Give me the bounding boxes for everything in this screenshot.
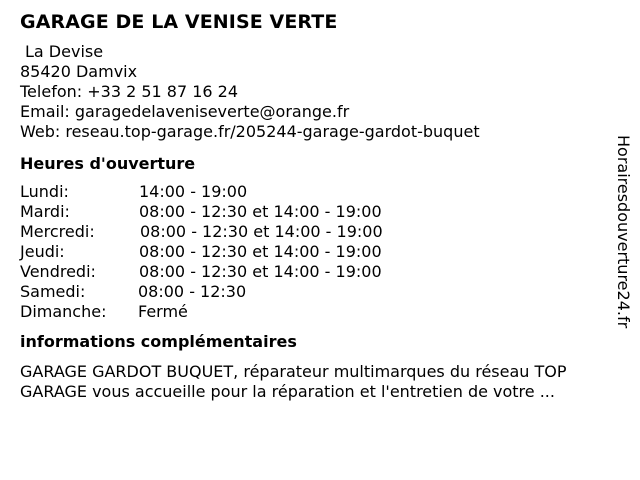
hours-time: 08:00 - 12:30 et 14:00 - 19:00 [140,222,383,241]
phone-line: Telefon: +33 2 51 87 16 24 [20,82,239,101]
hours-time: 14:00 - 19:00 [139,182,248,201]
hours-table [20,182,610,322]
hours-row-lundi [20,182,610,202]
hours-row-samedi [20,282,610,302]
web-line: Web: reseau.top-garage.fr/205244-garage-gardot-buquet [20,122,480,141]
hours-row-mardi [20,202,610,222]
hours-row-jeudi [20,242,610,262]
hours-time: 08:00 - 12:30 [138,282,247,301]
hours-day: Samedi: [20,282,86,301]
hours-time: Fermé [138,302,188,321]
hours-day: Vendredi: [20,262,96,281]
hours-row-mercredi [20,222,610,242]
hours-day: Jeudi: [20,242,65,261]
hours-day: Lundi: [20,182,69,201]
hours-time: 08:00 - 12:30 et 14:00 - 19:00 [139,262,382,281]
garage-card [20,10,610,402]
brand-vertical-text: Horairesdouverture24.fr [614,135,633,329]
address-line-2: 85420 Damvix [20,62,138,81]
garage-name: GARAGE DE LA VENISE VERTE [20,11,338,33]
hours-time: 08:00 - 12:30 et 14:00 - 19:00 [139,242,382,261]
info-title: informations complémentaires [20,332,297,351]
hours-day: Mercredi: [20,222,95,241]
hours-day: Dimanche: [20,302,107,321]
hours-row-dimanche [20,302,610,322]
hours-row-vendredi [20,262,610,282]
info-text: GARAGE GARDOT BUQUET, réparateur multimarques du réseau TOP GARAGE vous accueille pour la réparation et l'entretien de votre ... [20,362,567,401]
hours-time: 08:00 - 12:30 et 14:00 - 19:00 [139,202,382,221]
hours-day: Mardi: [20,202,70,221]
hours-title: Heures d'ouverture [20,154,196,173]
email-line: Email: garagedelaveniseverte@orange.fr [20,102,350,121]
address-line-1: La Devise [25,42,104,61]
